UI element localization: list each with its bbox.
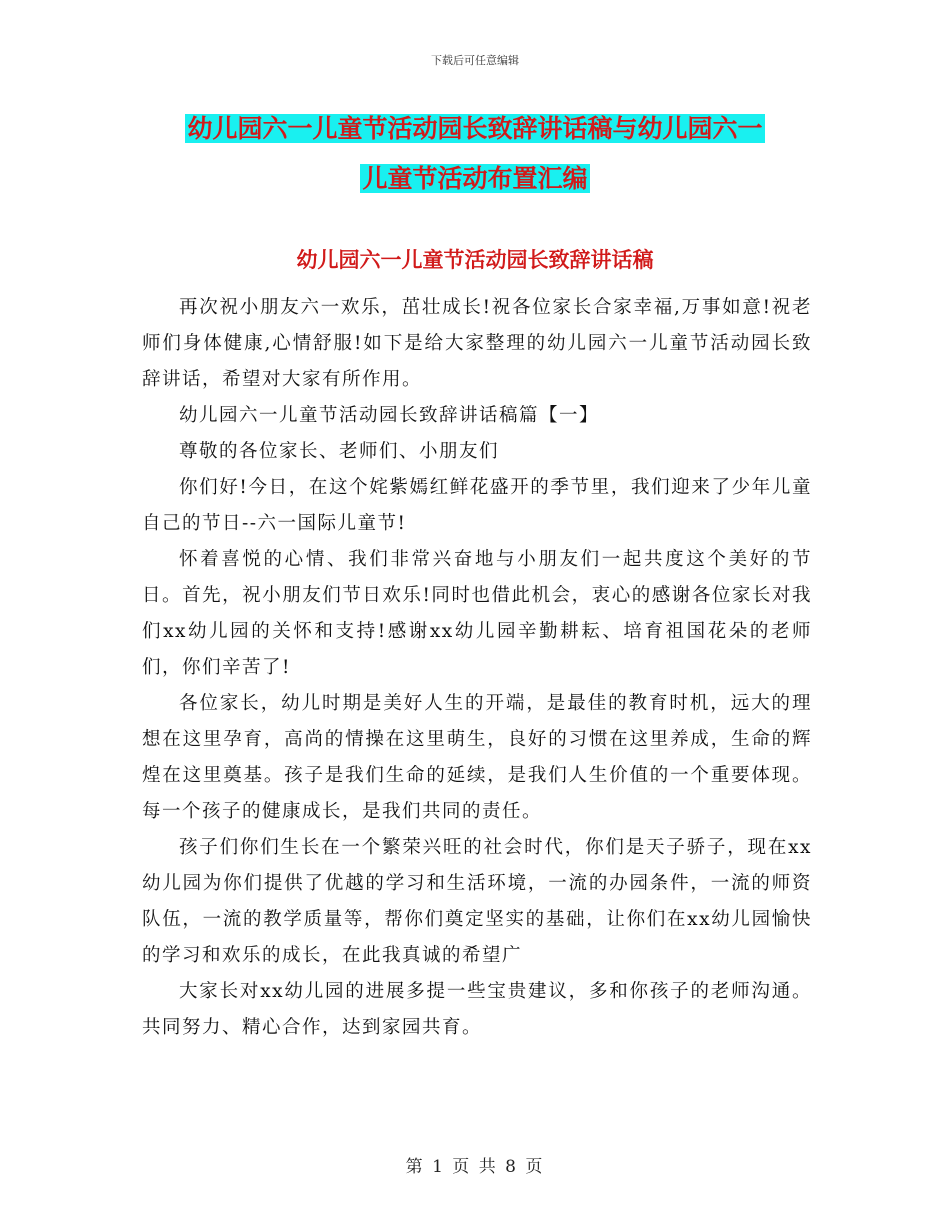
paragraph: 各位家长，幼儿时期是美好人生的开端，是最佳的教育时机，远大的理想在这里孕育，高尚的情操在这里萌生，良好的习惯在这里养成，生命的辉煌在这里奠基。孩子是我们生命的延续，是我们人生价值的一个重要体现。每一个孩子的健康成长，是我们共同的责任。 (142, 693, 812, 822)
paragraph: 你们好!今日，在这个姹紫嫣红鲜花盛开的季节里，我们迎来了少年儿童自己的节日--六一国际儿童节! (142, 477, 812, 534)
title-line-2: 儿童节活动布置汇编 (362, 164, 588, 193)
paragraph: 再次祝小朋友六一欢乐，茁壮成长!祝各位家长合家幸福,万事如意!祝老师们身体健康,心情舒服!如下是给大家整理的幼儿园六一儿童节活动园长致辞讲话，希望对大家有所作用。 (142, 297, 812, 390)
paragraph: 孩子们你们生长在一个繁荣兴旺的社会时代，你们是天子骄子，现在xx幼儿园为你们提供了优越的学习和生活环境，一流的办园条件，一流的师资队伍，一流的教学质量等，帮你们奠定坚实的基础，让你们在xx幼儿园愉快的学习和欢乐的成长，在此我真诚的希望广 (142, 837, 812, 966)
page-header-note: 下载后可任意编辑 (431, 54, 519, 67)
salutation: 尊敬的各位家长、老师们、小朋友们 (179, 441, 500, 462)
page-number: 第 1 页 共 8 页 (405, 1157, 545, 1177)
paragraph-heading: 幼儿园六一儿童节活动园长致辞讲话稿篇【一】 (179, 405, 600, 426)
title-line-1: 幼儿园六一儿童节活动园长致辞讲话稿与幼儿园六一 (187, 114, 763, 143)
document-body (142, 290, 812, 1046)
section-subtitle: 幼儿园六一儿童节活动园长致辞讲话稿 (296, 248, 654, 272)
paragraph: 大家长对xx幼儿园的进展多提一些宝贵建议，多和你孩子的老师沟通。共同努力、精心合作，达到家园共育。 (142, 981, 812, 1038)
document-title (140, 104, 810, 204)
paragraph: 怀着喜悦的心情、我们非常兴奋地与小朋友们一起共度这个美好的节日。首先，祝小朋友们节日欢乐!同时也借此机会，衷心的感谢各位家长对我们xx幼儿园的关怀和支持!感谢xx幼儿园辛勤耕耘、培育祖国花朵的老师们，你们辛苦了! (142, 549, 812, 678)
